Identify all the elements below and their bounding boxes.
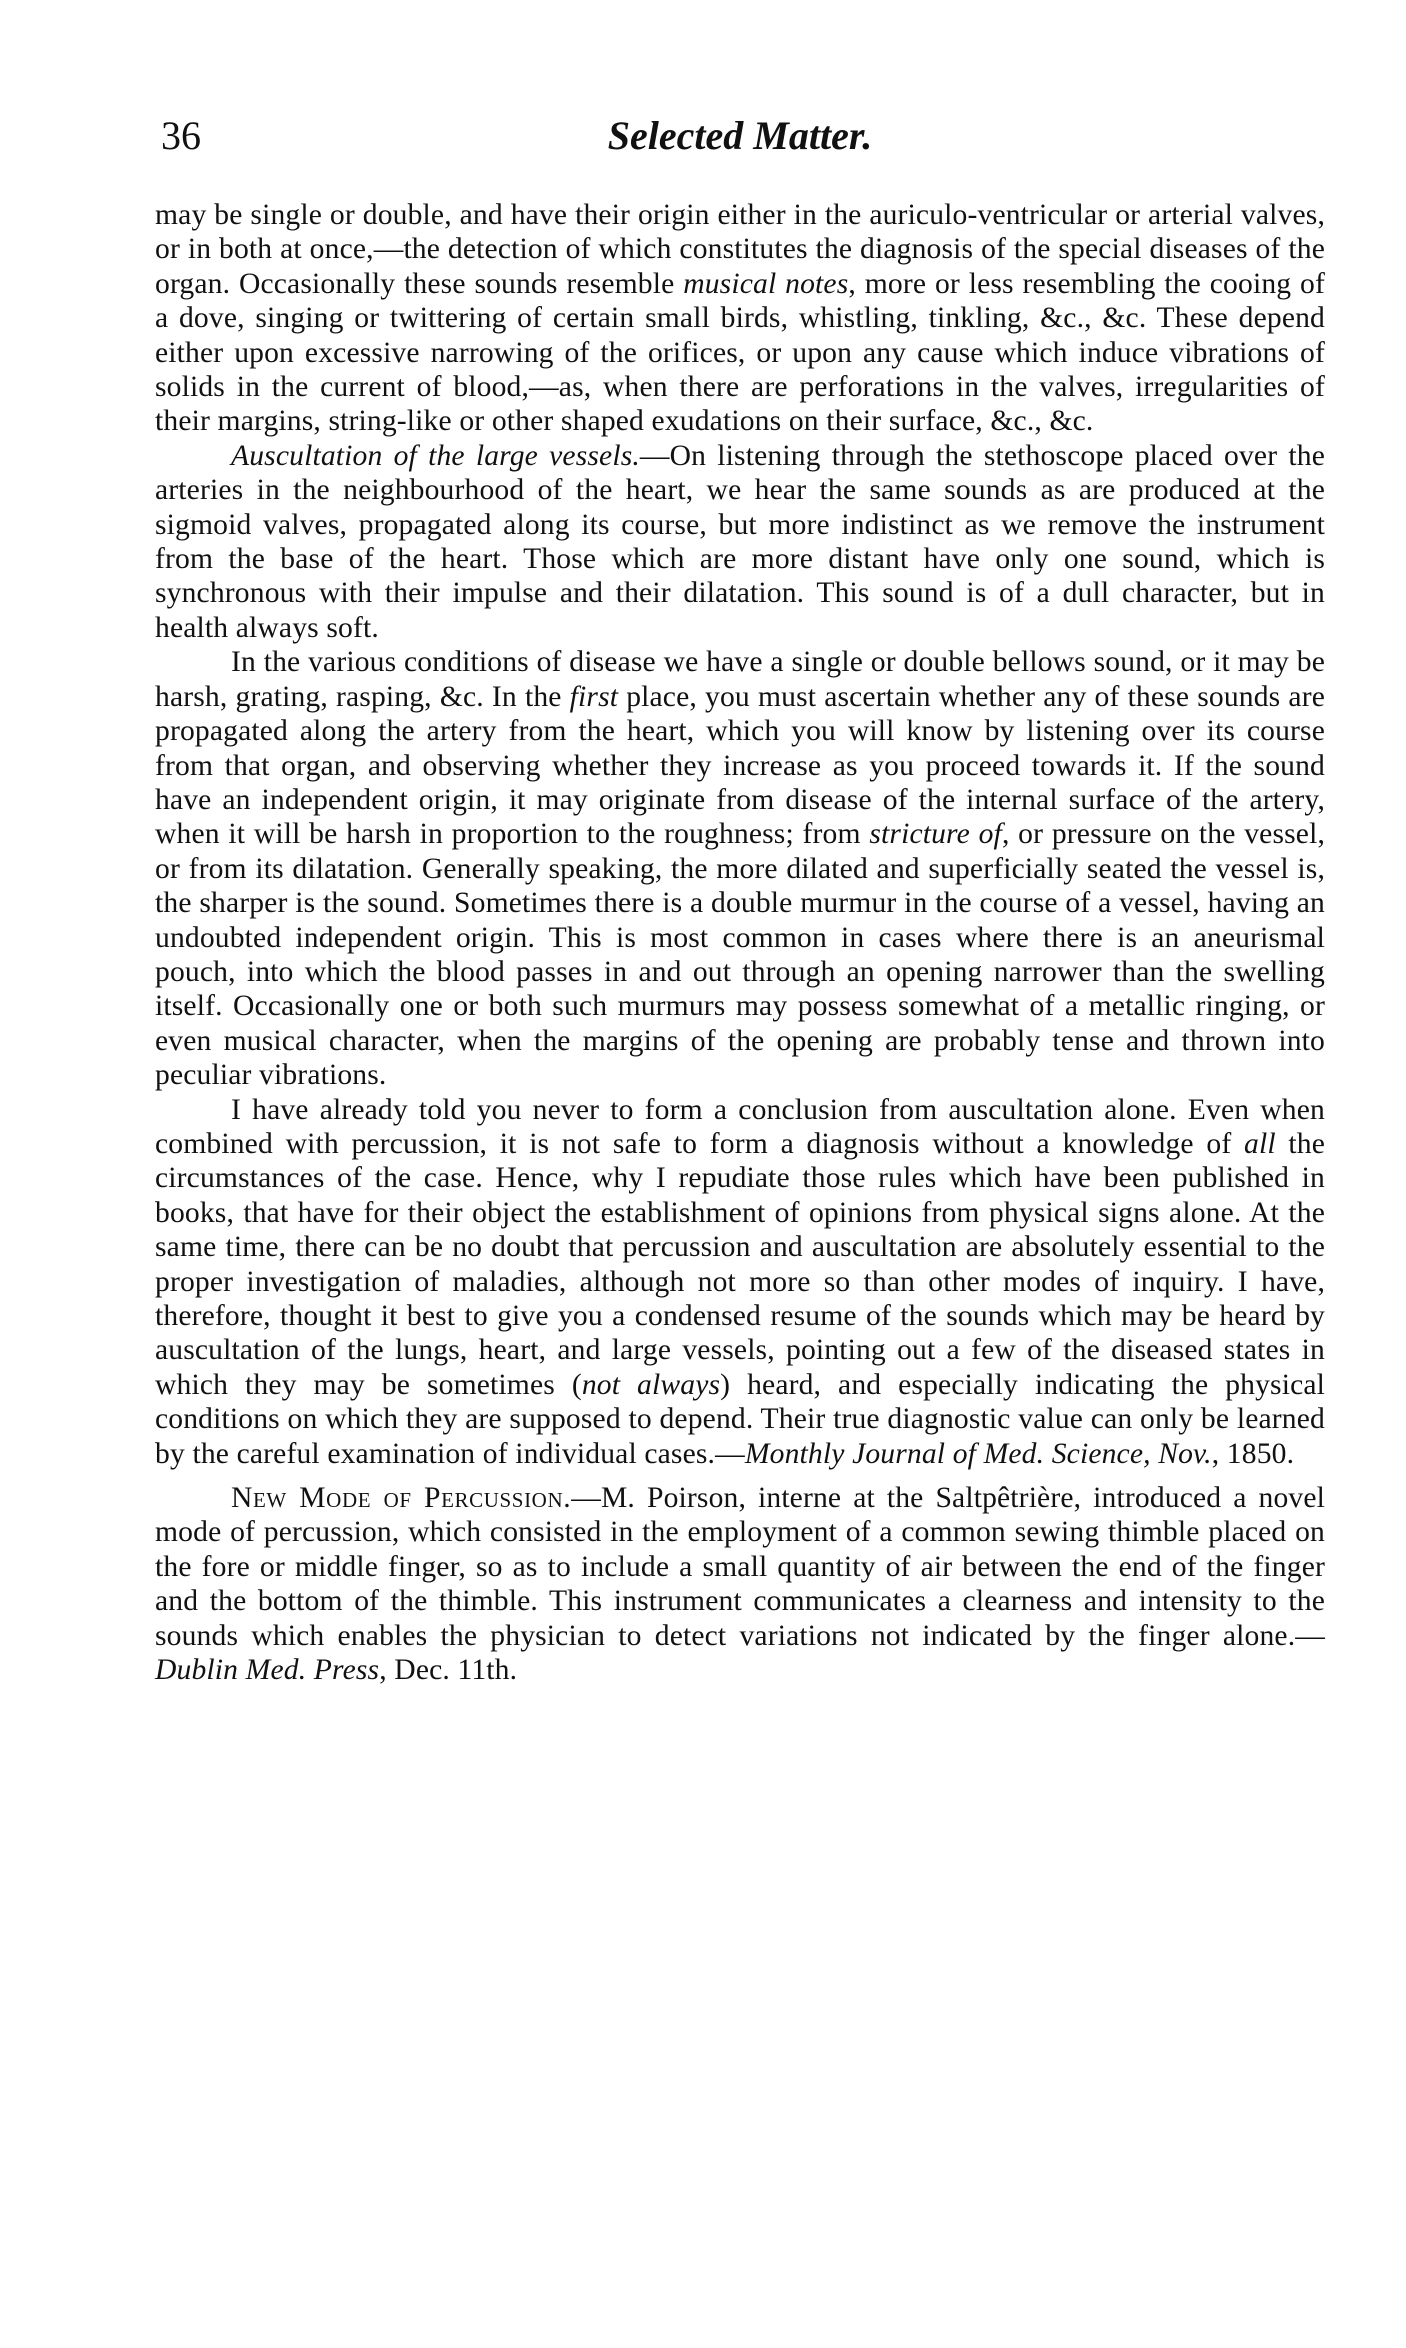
text-segment: New Mode of Percussion.: [231, 1482, 572, 1515]
running-title: Selected Matter.: [607, 113, 873, 158]
text-segment: stricture of: [869, 818, 1002, 851]
text-segment: may be single or double, and have their origin either in the auriculo-ventricular or arterial valves, or in both at once,—the detection of which constitutes the diagnosis of the special diseases of the organ. Occasionally these sounds resemble: [155, 199, 1325, 300]
text-segment: Auscultation of the large vessels.: [231, 439, 640, 472]
text-segment: place, you must ascertain whether any of these sounds are propagated along the artery from the heart, which you will know by listening over its course from that organ, and observing whether they increase as you proceed towards it. If the sound have an independent origin, it may originate from disease of the internal surface of the artery, when it will be harsh in proportion to the roughness; from: [155, 680, 1325, 851]
text-segment: , 1850.: [1211, 1437, 1295, 1470]
text-segment: first: [569, 680, 619, 713]
paragraph-valve-sounds: [155, 198, 1325, 439]
body-text: [155, 198, 1325, 1687]
text-segment: all: [1244, 1127, 1276, 1160]
text-segment: ) heard, and especially indicating the physical conditions on which they are supposed to depend. Their true diagnostic value can only be learned by the careful examination of individual cases.—: [155, 1368, 1326, 1470]
text-segment: , more or less resembling the cooing of a dove, singing or twittering of certain small birds, whistling, tinkling, &c., &c. These depend either upon excessive narrowing of the orifices, or upon any cause which induce vibrations of solids in the current of blood,—as, when there are perforations in the valves, irregularities of their margins, string-like or other shaped exudations on their surface, &c., &c.: [155, 267, 1325, 438]
text-segment: the circumstances of the case. Hence, why I repudiate those rules which have been published in books, that have for their object the establishment of opinions from physical signs alone. At the same time, there can be no doubt that percussion and auscultation are absolutely essential to the proper investigation of maladies, although not more so than other modes of inquiry. I have, therefore, thought it best to give you a condensed resume of the sounds which may be heard by auscultation of the lungs, heart, and large vessels, pointing out a few of the diseased states in which they may be sometimes (: [155, 1127, 1326, 1401]
text-segment: I have already told you never to form a conclusion from auscultation alone. Even when combined with percussion, it is not safe to form a diagnosis without a knowledge of: [155, 1093, 1325, 1160]
running-head: [155, 112, 1325, 162]
text-segment: musical notes: [683, 267, 849, 300]
text-segment: , Dec. 11th.: [379, 1654, 518, 1687]
paragraph-new-mode-percussion: [155, 1481, 1325, 1687]
text-segment: not always: [581, 1368, 721, 1401]
paragraph-large-vessels: [155, 439, 1325, 645]
text-segment: Monthly Journal of Med. Science, Nov.: [744, 1437, 1212, 1470]
text-segment: , or pressure on the vessel, or from its dilatation. Generally speaking, the more dilated and superficially seated the vessel is, the sharper is the sound. Sometimes there is a double murmur in the course of a vessel, having an undoubted independent origin. This is most common in cases where there is an aneurismal pouch, into which the blood passes in and out through an opening narrower than the swelling itself. Occasionally one or both such murmurs may possess somewhat of a metallic ringing, or even musical character, when the margins of the opening are probably tense and thrown into peculiar vibrations.: [155, 818, 1326, 1092]
paragraph-auscultation-caution: [155, 1093, 1325, 1471]
text-segment: Dublin Med. Press: [155, 1654, 380, 1687]
text-segment: —On listening through the stethoscope placed over the arteries in the neighbourhood of the heart, we hear the same sounds as are produced at the sigmoid valves, propagated along its course, but more indistinct as we remove the instrument from the base of the heart. Those which are more distant have only one sound, which is synchronous with their impulse and their dilatation. This sound is of a dull character, but in health always soft.: [155, 439, 1325, 644]
text-segment: In the various conditions of disease we have a single or double bellows sound, or it may be harsh, grating, rasping, &c. In the: [155, 646, 1325, 713]
text-segment: —M. Poirson, interne at the Saltpêtrière, introduced a novel mode of percussion, which consisted in the employment of a common sewing thimble placed on the fore or middle finger, so as to include a small quantity of air between the end of the finger and the bottom of the thimble. This instrument communicates a clearness and intensity to the sounds which enables the physician to detect variations not indicated by the finger alone.—: [155, 1482, 1325, 1652]
page-number: 36: [161, 113, 201, 158]
paragraph-disease-conditions: [155, 645, 1325, 1092]
